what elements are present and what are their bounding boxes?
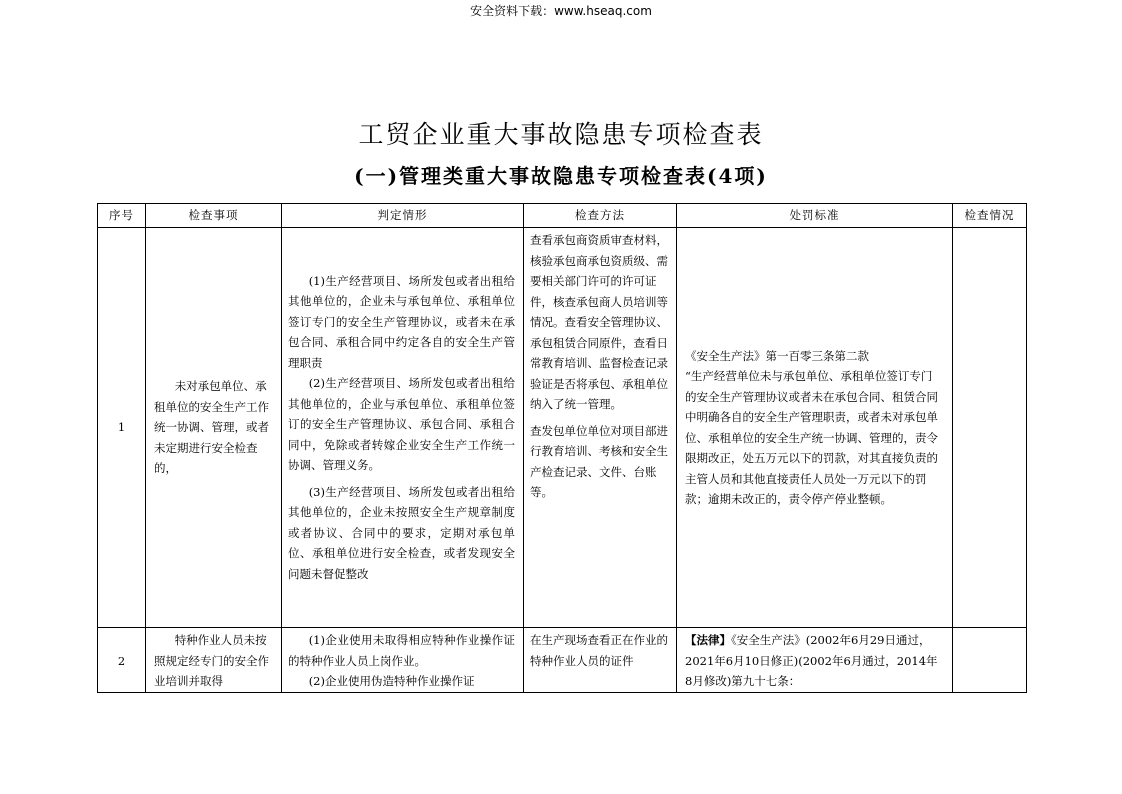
law-tag: 【法律】 <box>685 633 731 647</box>
check-item <box>146 228 282 628</box>
page-subtitle: (一)管理类重大事故隐患专项检查表(4项) <box>354 164 768 188</box>
page-title: 工贸企业重大事故隐患专项检查表 <box>358 120 764 149</box>
penalty-text <box>685 630 942 692</box>
check-item-text: 未对承包单位、承租单位的安全生产工作统一协调、管理，或者未定期进行安全检查的， <box>154 379 269 476</box>
inspection-table <box>97 203 1027 693</box>
condition-text: (1)生产经营项目、场所发包或者出租给其他单位的，企业未与承包单位、承租单位签订专门的安全生产管理协议，或者未在承包合同、承租合同中约定各自的安全生产管理职责 <box>288 273 515 370</box>
condition-cell <box>282 228 524 628</box>
column-header-status: 检查情况 <box>953 204 1027 228</box>
column-header-item: 检查事项 <box>146 204 282 228</box>
method-cell <box>524 228 677 628</box>
penalty-text: “生产经营单位未与承包单位、承租单位签订专门的安全生产管理协议或者未在承包合同、租赁合同中明确各自的安全生产管理职责，或者未对承包单位、承租单位的安全生产统一协调、管理的，责令限期改正，处五万元以下的罚款，对其直接负责的主管人员和其他直接责任人员处一万元以下的罚款；逾期未改正的，责令停产停业整顿。 <box>685 369 938 506</box>
method-text: 查发包单位单位对项目部进行教育培训、考核和安全生产检查记录、文件、台账等。 <box>530 423 668 499</box>
status-cell[interactable] <box>953 628 1027 693</box>
table-row <box>98 628 1027 693</box>
method-text: 查看承包商资质审查材料，核验承包商承包资质级、需要相关部门许可的许可证件，核查承包商人员培训等情况。查看安全管理协议、承包租赁合同原件，查看日常教育培训、监督检查记录验证是否将承包、承租单位纳入了统一管理。 <box>530 233 668 411</box>
column-header-method: 检查方法 <box>524 204 677 228</box>
condition-text: (2)企业使用伪造特种作业操作证 <box>308 674 475 688</box>
penalty-cell <box>677 628 953 693</box>
condition-text: (2)生产经营项目、场所发包或者出租给其他单位的，企业与承包单位、承租单位签订的安全生产管理协议、承包合同、承租合同中，免除或者转嫁企业安全生产工作统一协调、管理义务。 <box>288 376 515 473</box>
penalty-text: 《安全生产法》(2002年6月29日通过，2021年6月10日修正)(2002年6月通过，2014年8月修改)第九十七条： <box>685 633 938 688</box>
page-header: 安全资料下载：www.hseaq.com <box>470 4 652 18</box>
penalty-text: 《安全生产法》第一百零三条第二款 <box>685 348 869 363</box>
column-header-no: 序号 <box>98 204 146 228</box>
penalty-cell <box>677 228 953 628</box>
condition-cell <box>282 628 524 693</box>
row-number: 1 <box>98 228 146 628</box>
check-item-text: 特种作业人员未按照规定经专门的安全作业培训并取得 <box>154 633 269 688</box>
status-cell[interactable] <box>953 228 1027 628</box>
table-row <box>98 228 1027 628</box>
table-header-row <box>98 204 1027 228</box>
row-number: 2 <box>98 628 146 693</box>
check-item <box>146 628 282 693</box>
method-cell <box>524 628 677 693</box>
method-text: 在生产现场查看正在作业的特种作业人员的证件 <box>530 633 668 668</box>
condition-text: (1)企业使用未取得相应特种作业操作证的特种作业人员上岗作业。 <box>288 633 515 668</box>
column-header-conditions: 判定情形 <box>282 204 524 228</box>
condition-text: (3)生产经营项目、场所发包或者出租给其他单位的，企业未按照安全生产规章制度或者协议、合同中的要求，定期对承包单位、承租单位进行安全检查，或者发现安全问题未督促整改 <box>288 484 515 581</box>
column-header-penalty: 处罚标准 <box>677 204 953 228</box>
